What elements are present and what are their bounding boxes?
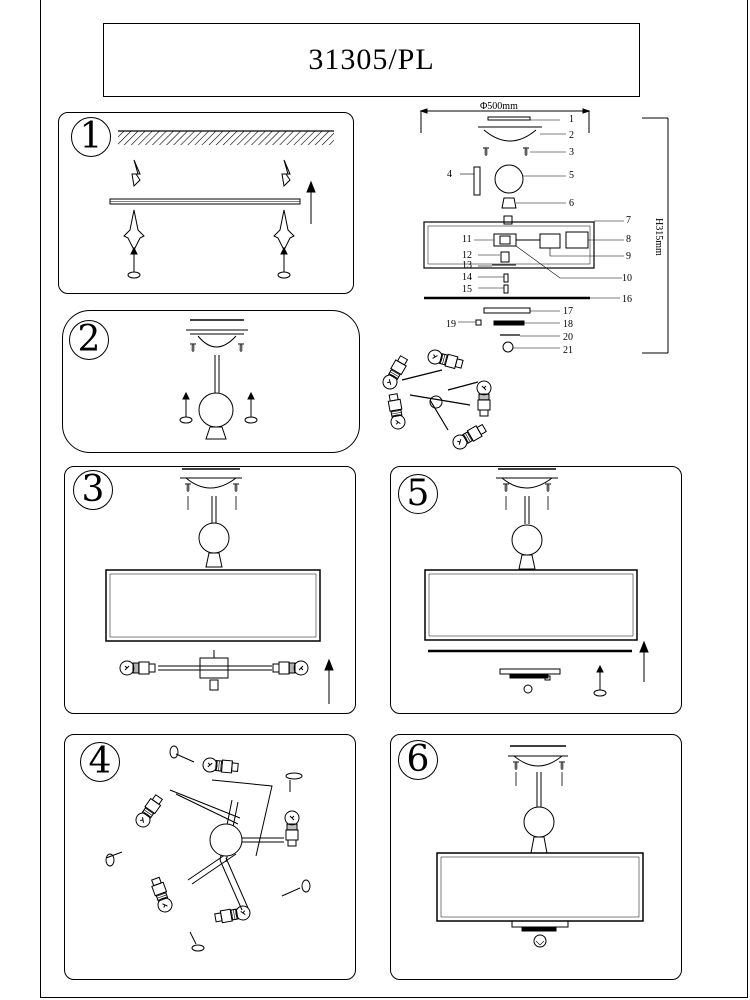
height-label: H315mm: [653, 218, 664, 256]
part-4: 4: [447, 169, 452, 180]
step-1-drawing: [110, 131, 334, 278]
part-19: 19: [446, 319, 456, 330]
part-5: 5: [569, 170, 574, 181]
step-4-number: 4: [80, 742, 120, 782]
part-8: 8: [626, 234, 631, 245]
step-1-number: 1: [71, 117, 111, 157]
part-18: 18: [563, 319, 573, 330]
part-10: 10: [622, 273, 632, 284]
step-2-drawing: [180, 320, 257, 439]
part-16: 16: [622, 294, 632, 305]
exploded-view: [421, 109, 668, 353]
part-13: 13: [462, 260, 472, 271]
step-3-number: 3: [73, 470, 113, 510]
part-9: 9: [626, 251, 631, 262]
part-15: 15: [462, 284, 472, 295]
part-3: 3: [569, 147, 574, 158]
part-11: 11: [462, 234, 472, 245]
part-14: 14: [462, 272, 472, 283]
part-20: 20: [563, 332, 573, 343]
part-2: 2: [569, 130, 574, 141]
step-2-number: 2: [69, 320, 109, 360]
part-1: 1: [569, 114, 574, 125]
step-5-number: 5: [398, 474, 438, 514]
part-17: 17: [563, 306, 573, 317]
step-6-drawing: [437, 746, 643, 947]
step-4-drawing: [106, 746, 310, 951]
step-5-drawing: [425, 469, 648, 696]
part-7: 7: [626, 215, 631, 226]
part-12: 12: [462, 250, 472, 261]
part-21: 21: [563, 345, 573, 356]
model-title: 31305/PL: [308, 43, 435, 76]
ceiling-hatch: [118, 131, 334, 145]
step-3-drawing: [106, 469, 333, 704]
step-6-number: 6: [398, 740, 438, 780]
arm-cluster-small: [380, 348, 491, 451]
diameter-label: Φ500mm: [480, 101, 518, 112]
part-6: 6: [569, 198, 574, 209]
